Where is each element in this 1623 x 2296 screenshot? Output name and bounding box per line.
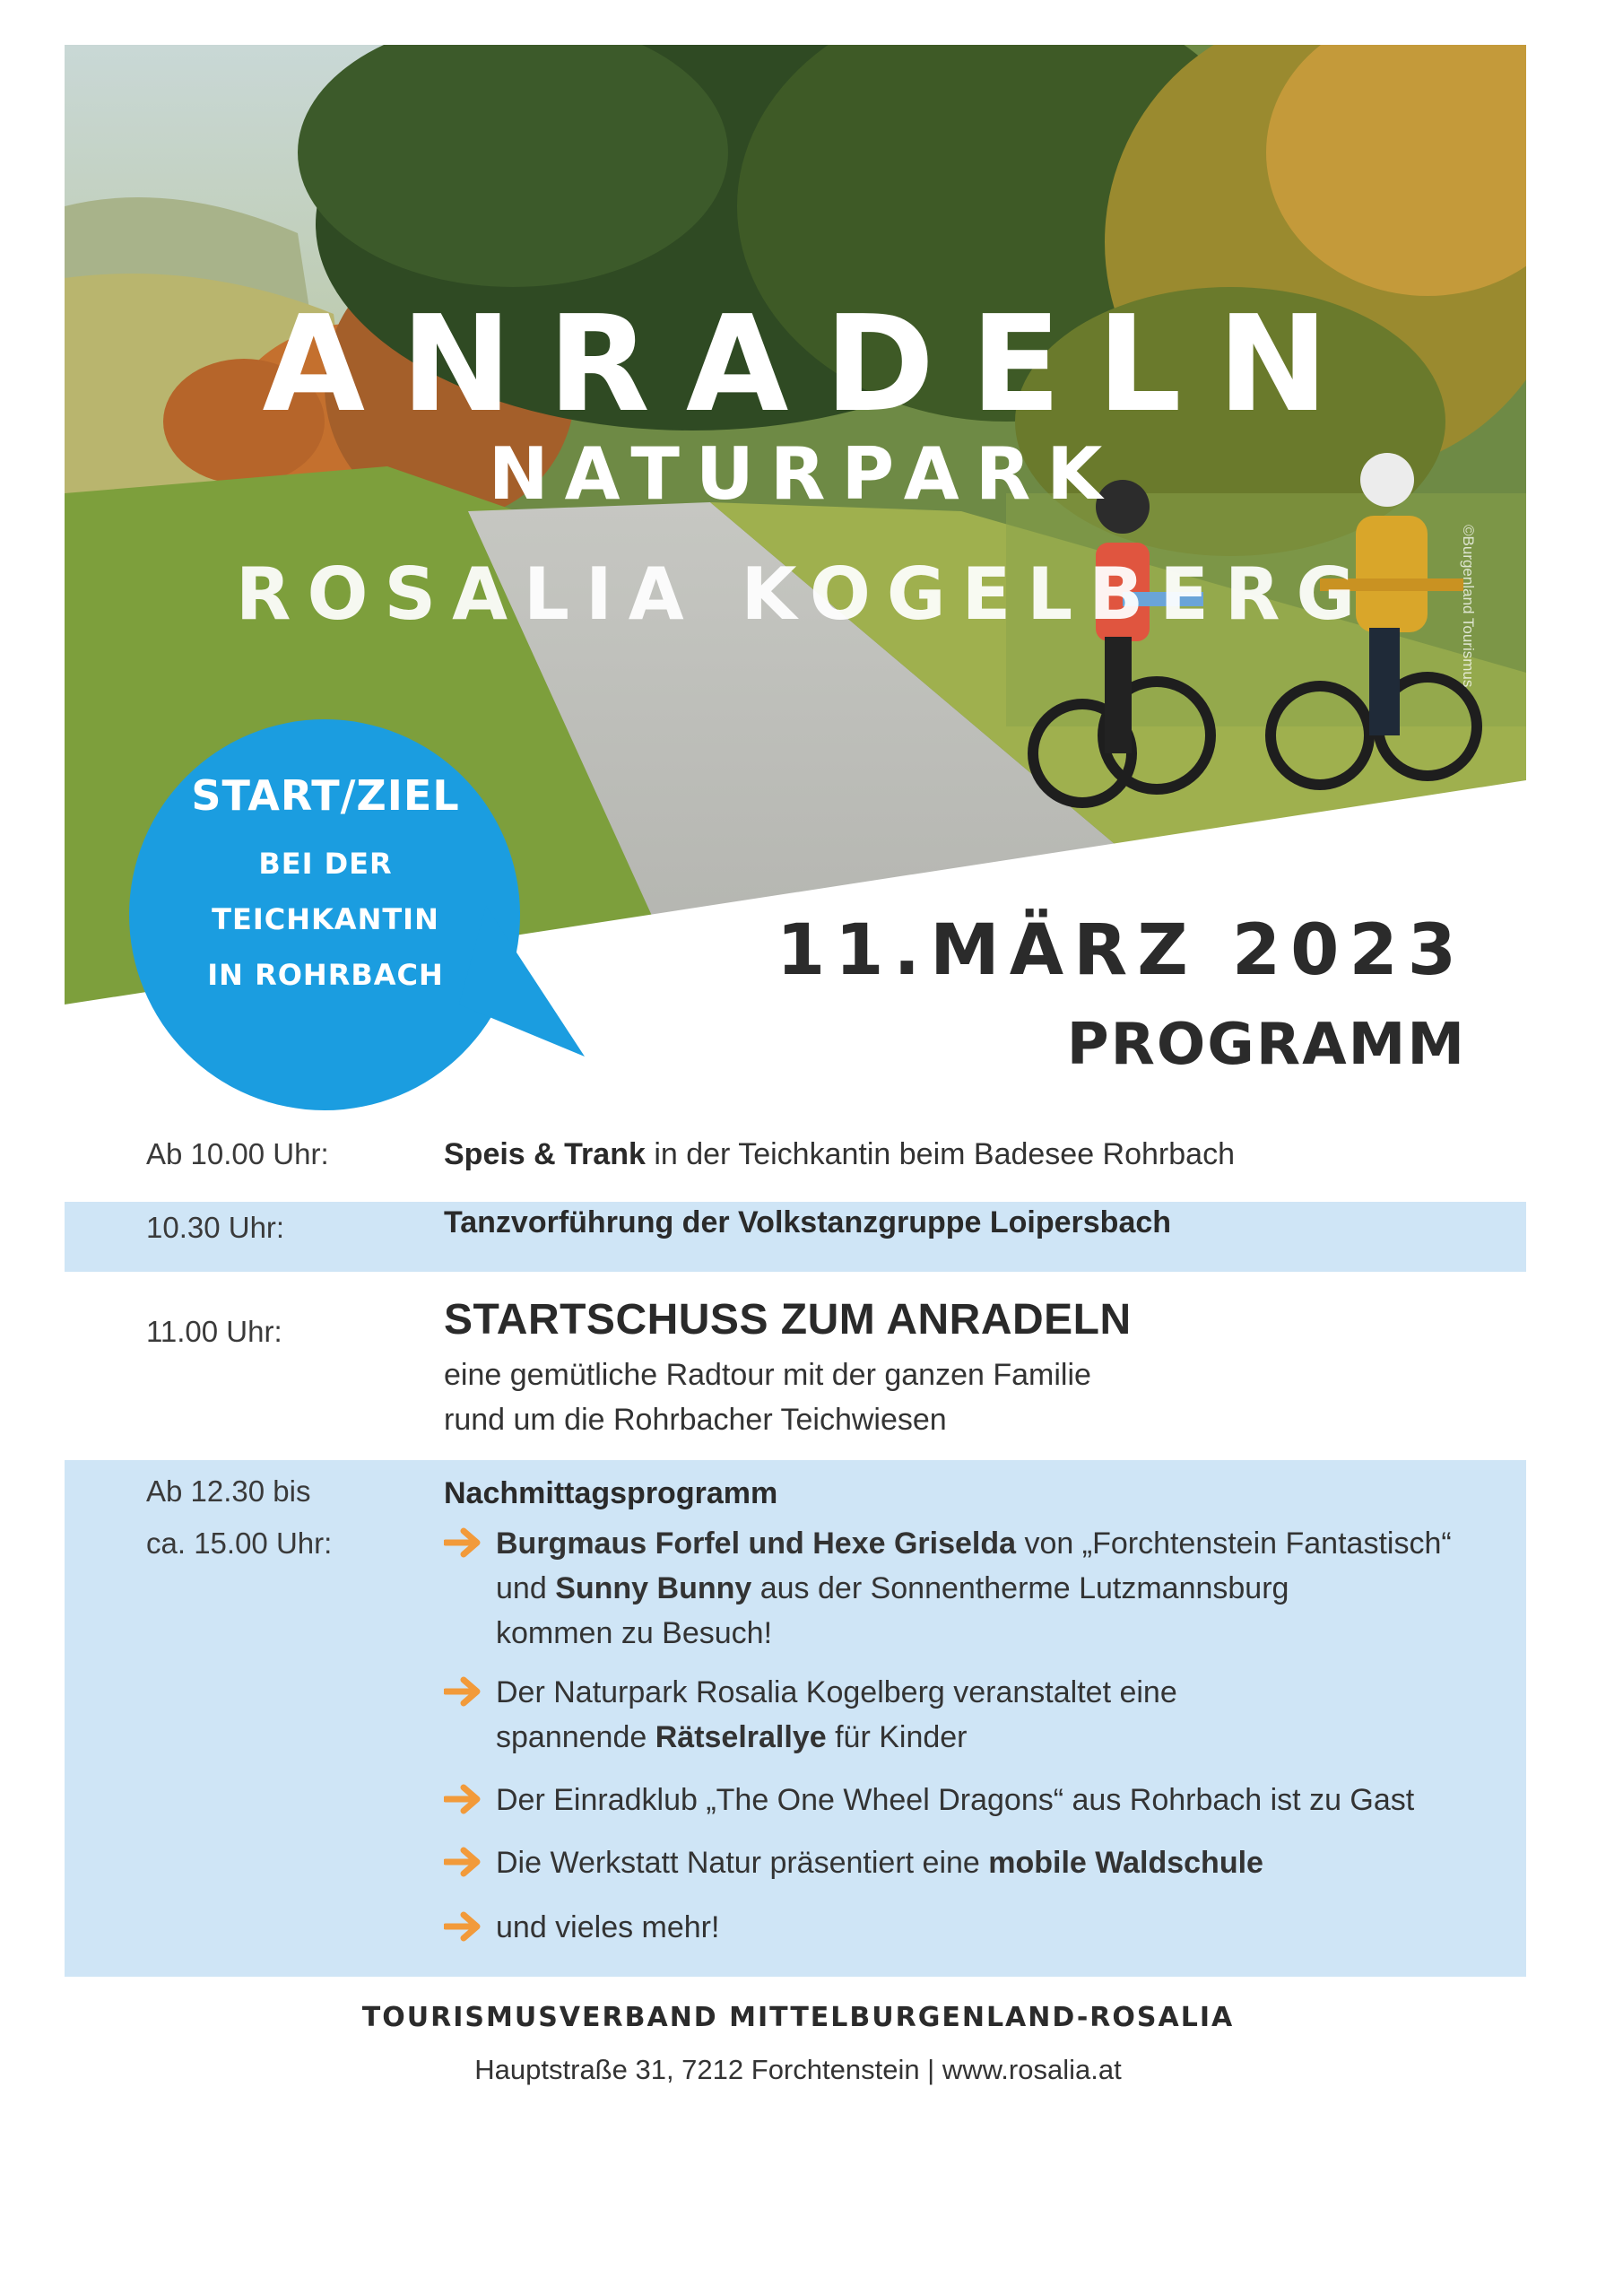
bullet-line: und: [496, 1571, 556, 1605]
program-highlight: Tanzvorführung der Volkstanzgruppe Loipersbach: [444, 1205, 1172, 1239]
program-text: eine gemütliche Radtour mit der ganzen Familie: [444, 1358, 1091, 1392]
hero-subtitle-naturpark: NATURPARK: [488, 432, 1119, 516]
bullet-line: kommen zu Besuch!: [496, 1616, 773, 1650]
bullet-line: spannende: [496, 1720, 655, 1754]
bullet-text: [496, 1840, 1263, 1885]
bullet-highlight: Burgmaus Forfel und Hexe Griselda: [496, 1526, 1017, 1561]
program-time: 10.30 Uhr:: [146, 1211, 285, 1244]
hero-title: ANRADELN: [262, 287, 1365, 441]
arrow-right-icon: [444, 1846, 483, 1878]
bullet-highlight: Rätselrallye: [655, 1720, 827, 1754]
start-ziel-text: [133, 771, 518, 1003]
hero-subtitle-rosalia: ROSALIA KOGELBERG: [235, 552, 1372, 636]
bullet-line: Der Einradklub „The One Wheel Dragons“ aus Rohrbach ist zu Gast: [496, 1783, 1415, 1817]
event-date: 11.MÄRZ 2023: [776, 910, 1466, 991]
bullet-text: [496, 1521, 1452, 1656]
afternoon-heading-text: Nachmittagsprogramm: [444, 1476, 778, 1510]
arrow-right-icon: [444, 1910, 483, 1943]
bullet-line: von „Forchtenstein Fantastisch“: [1016, 1526, 1452, 1561]
bullet-text: [496, 1670, 1177, 1760]
program-time: 11.00 Uhr:: [146, 1315, 282, 1348]
afternoon-heading: [444, 1471, 777, 1516]
program-time: ca. 15.00 Uhr:: [146, 1526, 333, 1560]
bullet-line: Die Werkstatt Natur präsentiert eine: [496, 1846, 989, 1880]
photo-credit: ©Burgenland Tourismus: [1460, 525, 1477, 688]
organization-name: TOURISMUSVERBAND MITTELBURGENLAND-ROSALIA: [361, 2002, 1235, 2033]
program-description: [444, 1132, 1235, 1177]
arrow-right-icon: [444, 1675, 483, 1708]
program-time: Ab 12.30 bis: [146, 1474, 311, 1508]
bullet-line: für Kinder: [826, 1720, 968, 1754]
bullet-line: aus der Sonnentherme Lutzmannsburg: [751, 1571, 1289, 1605]
bullet-highlight: Sunny Bunny: [555, 1571, 752, 1605]
bullet-highlight: mobile Waldschule: [988, 1846, 1263, 1880]
bullet-line: und vieles mehr!: [496, 1910, 720, 1944]
program-text: rund um die Rohrbacher Teichwiesen: [444, 1403, 947, 1437]
start-ziel-heading: START/ZIEL: [191, 771, 460, 820]
program-description: [444, 1200, 1171, 1245]
start-ziel-line: TEICHKANTIN: [212, 902, 439, 936]
program-main-heading: STARTSCHUSS ZUM ANRADELN: [444, 1296, 1132, 1344]
start-ziel-line: IN ROHRBACH: [207, 958, 444, 992]
bullet-line: Der Naturpark Rosalia Kogelberg veranstaltet eine: [496, 1675, 1177, 1709]
program-time: Ab 10.00 Uhr:: [146, 1137, 329, 1170]
arrow-right-icon: [444, 1526, 483, 1559]
program-highlight: Speis & Trank: [444, 1137, 646, 1171]
arrow-right-icon: [444, 1783, 483, 1815]
program-text: in der Teichkantin beim Badesee Rohrbach: [645, 1137, 1235, 1171]
program-heading: PROGRAMM: [1066, 1012, 1466, 1078]
organization-address: Hauptstraße 31, 7212 Forchtenstein | www.rosalia.at: [474, 2054, 1122, 2085]
start-ziel-line: BEI DER: [258, 847, 393, 881]
